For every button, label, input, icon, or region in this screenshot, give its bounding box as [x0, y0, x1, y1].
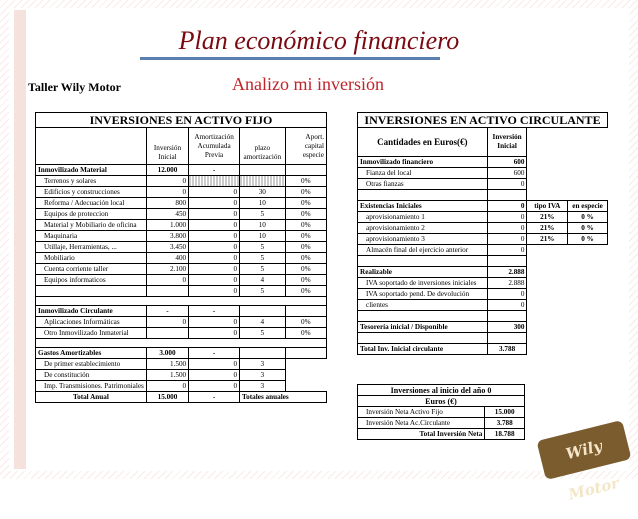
header-investment: Inversión Inicial [146, 128, 188, 165]
row-percent: 0% [285, 253, 326, 264]
row-percent: 0% [285, 242, 326, 253]
row-amortization: 0 [189, 381, 240, 392]
row-investment: 1.000 [146, 220, 188, 231]
row-value: 0 [487, 234, 527, 245]
empty-cell [527, 289, 608, 300]
row-percent: 0% [285, 209, 326, 220]
summary-row [358, 418, 525, 429]
row-label: Equipos de proteccion [36, 209, 147, 220]
row-value: 15.000 [485, 407, 525, 418]
row-amortization: 0 [189, 359, 240, 370]
empty-cell [240, 165, 286, 176]
circ-label: Inmovilizado Circulante [36, 306, 147, 317]
fixed-asset-row [36, 242, 327, 253]
real-label: Realizable [358, 267, 488, 278]
row-investment: 0 [146, 381, 188, 392]
row-percent: 0% [285, 220, 326, 231]
exist-total: 0 [487, 201, 527, 212]
almacen-value: 0 [487, 245, 527, 256]
empty-cell [527, 311, 608, 322]
row-label: De primer establecimiento [36, 359, 147, 370]
current-assets-table [357, 112, 608, 355]
teso-label: Tesorería inicial / Disponible [358, 322, 488, 333]
fixed-asset-row [36, 253, 327, 264]
spacer-row [36, 339, 327, 348]
row-value: 0 [487, 223, 527, 234]
row-term: 4 [240, 275, 286, 286]
summary-table [357, 384, 525, 440]
row-label: Imp. Transmisiones. Patrimoniales [36, 381, 147, 392]
row-investment: 450 [146, 209, 188, 220]
circ-total-value: 3.788 [487, 344, 527, 355]
empty-cell [527, 168, 608, 179]
summary-total-label: Total Inversión Neta [358, 429, 485, 440]
inv-header: Inversión Inicial [487, 128, 527, 157]
fixed-assets-table [35, 112, 327, 403]
row-label [36, 286, 147, 297]
summary-title: Inversiones al inicio del año 0 [358, 385, 525, 396]
row-percent: 0% [285, 187, 326, 198]
gastos-label: Gastos Amortizables [36, 348, 147, 359]
row-amortization: 0 [189, 317, 240, 328]
row-term: 5 [240, 264, 286, 275]
row-term: 3 [240, 370, 286, 381]
row-label: Maquinaria [36, 231, 147, 242]
page-title: Plan económico financiero [178, 26, 460, 55]
row-value: 0 [487, 289, 527, 300]
row-label: Fianza del local [358, 168, 488, 179]
material-total: 12.000 [146, 165, 188, 176]
empty-cell [240, 306, 286, 317]
current-asset-row [358, 300, 608, 311]
row-label: Reforma / Adecuación local [36, 198, 147, 209]
current-asset-row [358, 179, 608, 190]
title-underline [140, 57, 440, 60]
row-investment: 1.500 [146, 370, 188, 381]
row-investment: 3.450 [146, 242, 188, 253]
fixed-asset-row [36, 286, 327, 297]
row-term: 5 [240, 242, 286, 253]
subtitle: Analizo mi inversión [232, 74, 384, 94]
row-percent: 0% [285, 231, 326, 242]
row-percent: 0% [285, 198, 326, 209]
row-amortization: 0 [189, 370, 240, 381]
gastos-row [36, 370, 327, 381]
empty-cell [285, 348, 326, 359]
fin-total: 600 [487, 157, 527, 168]
row-amortization: 0 [189, 264, 240, 275]
row-investment: 3.800 [146, 231, 188, 242]
row-label: Utillaje, Herramientas, ... [36, 242, 147, 253]
row-iva: 21% [527, 212, 568, 223]
row-percent: 0% [285, 176, 326, 187]
empty-cell [527, 267, 608, 278]
row-term: 5 [240, 253, 286, 264]
fin-label: Inmovilizado financiero [358, 157, 488, 168]
real-total: 2.888 [487, 267, 527, 278]
circ-asset-row [36, 317, 327, 328]
gastos-dash: - [189, 348, 240, 359]
row-value: 0 [487, 179, 527, 190]
row-label: Equipos informaticos [36, 275, 147, 286]
row-percent: 0% [285, 328, 326, 339]
row-investment: 400 [146, 253, 188, 264]
total-value: 15.000 [146, 392, 188, 403]
spacer-row [358, 256, 488, 267]
header-blank [36, 128, 147, 165]
row-label: IVA soportado de inversiones iniciales [358, 278, 488, 289]
empty-cell [527, 300, 608, 311]
row-value: 0 [487, 300, 527, 311]
row-investment: 0 [146, 317, 188, 328]
circ-dash-2: - [189, 306, 240, 317]
row-amortization: 0 [189, 198, 240, 209]
circ-total-label: Total Inv. Inicial circulante [358, 344, 488, 355]
row-investment: 1.500 [146, 359, 188, 370]
spacer-row [358, 311, 488, 322]
fixed-asset-row [36, 275, 327, 286]
empty-cell [487, 333, 527, 344]
row-amortization: 0 [189, 286, 240, 297]
total-dash: - [189, 392, 240, 403]
fixed-asset-row [36, 264, 327, 275]
current-assets-title: INVERSIONES EN ACTIVO CIRCULANTE [358, 113, 608, 128]
row-label: Inversión Neta Ac.Circulante [358, 418, 485, 429]
empty-cell [487, 190, 527, 201]
empty-cell [527, 322, 608, 333]
empty-cell [527, 278, 608, 289]
gastos-row [36, 381, 327, 392]
especie-header: en especie [568, 201, 608, 212]
material-label: Inmovilizado Material [36, 165, 147, 176]
empty-cell [240, 348, 286, 359]
row-amortization: 0 [189, 187, 240, 198]
row-amortization: 0 [189, 209, 240, 220]
row-investment [146, 286, 188, 297]
empty-cell [527, 245, 608, 256]
row-label: aprovisionamiento 2 [358, 223, 488, 234]
row-amortization [189, 176, 240, 187]
empty-cell [487, 311, 527, 322]
current-asset-row [358, 289, 608, 300]
fixed-asset-row [36, 187, 327, 198]
row-iva: 21% [527, 234, 568, 245]
summary-currency: Euros (€) [358, 396, 525, 407]
row-especie: 0 % [568, 223, 608, 234]
row-amortization: 0 [189, 242, 240, 253]
empty-cell [527, 344, 608, 355]
fixed-asset-row [36, 231, 327, 242]
row-investment: 0 [146, 187, 188, 198]
current-asset-row [358, 212, 608, 223]
wily-motor-logo: Wily Motor [536, 420, 631, 480]
total-label: Total Anual [36, 392, 147, 403]
row-term: 5 [240, 328, 286, 339]
empty-cell [527, 128, 608, 157]
row-term: 10 [240, 198, 286, 209]
row-term: 30 [240, 187, 286, 198]
row-investment: 0 [146, 275, 188, 286]
row-especie: 0 % [568, 212, 608, 223]
row-term: 3 [240, 359, 286, 370]
exist-label: Existencias Iniciales [358, 201, 488, 212]
fixed-asset-row [36, 198, 327, 209]
empty-cell [527, 256, 608, 267]
row-amortization: 0 [189, 220, 240, 231]
row-investment: 2.100 [146, 264, 188, 275]
row-value: 0 [487, 212, 527, 223]
gastos-row [36, 359, 327, 370]
row-label: Edificios y construcciones [36, 187, 147, 198]
row-especie: 0 % [568, 234, 608, 245]
row-label: Otro Inmovilizado Inmaterial [36, 328, 147, 339]
iva-header: tipo IVA [527, 201, 568, 212]
row-percent: 0% [285, 286, 326, 297]
company-name: Taller Wily Motor [28, 80, 121, 94]
empty-cell [285, 165, 326, 176]
row-amortization: 0 [189, 275, 240, 286]
empty-cell [527, 179, 608, 190]
row-investment [146, 328, 188, 339]
fixed-asset-row [36, 220, 327, 231]
row-amortization: 0 [189, 253, 240, 264]
current-asset-row [358, 168, 608, 179]
row-term: 4 [240, 317, 286, 328]
row-term: 10 [240, 220, 286, 231]
row-value: 3.788 [485, 418, 525, 429]
row-label: Aplicaciones Informáticas [36, 317, 147, 328]
summary-row [358, 407, 525, 418]
almacen-label: Almacén final del ejercicio anterior [358, 245, 488, 256]
row-label: Otras fianzas [358, 179, 488, 190]
header-term: plazo amortización [240, 128, 286, 165]
total-annual-label: Totales anuales [240, 392, 327, 403]
row-investment: 800 [146, 198, 188, 209]
row-term: 10 [240, 231, 286, 242]
current-asset-row [358, 223, 608, 234]
row-label: Mobiliario [36, 253, 147, 264]
circ-dash-1: - [146, 306, 188, 317]
row-amortization: 0 [189, 231, 240, 242]
current-asset-row [358, 278, 608, 289]
empty-cell [527, 333, 608, 344]
row-value: 2.888 [487, 278, 527, 289]
row-label: clientes [358, 300, 488, 311]
row-label: Material y Mobiliario de oficina [36, 220, 147, 231]
row-investment: 0 [146, 176, 188, 187]
row-label: aprovisionamiento 1 [358, 212, 488, 223]
gastos-total: 3.000 [146, 348, 188, 359]
fixed-asset-row [36, 176, 327, 187]
row-term [240, 176, 286, 187]
empty-cell [527, 157, 608, 168]
row-value: 600 [487, 168, 527, 179]
row-amortization: 0 [189, 328, 240, 339]
row-term: 5 [240, 209, 286, 220]
row-term: 5 [240, 286, 286, 297]
row-label: Terrenos y solares [36, 176, 147, 187]
row-label: De constitución [36, 370, 147, 381]
circ-asset-row [36, 328, 327, 339]
current-asset-row [358, 234, 608, 245]
empty-cell [527, 190, 608, 201]
fixed-assets-title: INVERSIONES EN ACTIVO FIJO [36, 113, 327, 128]
summary-total-value: 18.788 [485, 429, 525, 440]
spacer-row [358, 190, 488, 201]
row-label: IVA soportado pend. De devolución [358, 289, 488, 300]
row-percent: 0% [285, 275, 326, 286]
side-band [14, 10, 26, 469]
row-percent: 0% [285, 317, 326, 328]
row-term: 3 [240, 381, 286, 392]
row-percent: 0% [285, 264, 326, 275]
spacer-row [36, 297, 327, 306]
row-label: Cuenta corriente taller [36, 264, 147, 275]
empty-cell [487, 256, 527, 267]
material-dash: - [189, 165, 240, 176]
row-iva: 21% [527, 223, 568, 234]
row-label: aprovisionamiento 3 [358, 234, 488, 245]
fixed-asset-row [36, 209, 327, 220]
header-amortization: Amortización Acumulada Previa [189, 128, 240, 165]
header-capital: Aport. capital especie [285, 128, 326, 165]
row-label: Inversión Neta Activo Fijo [358, 407, 485, 418]
qty-header: Cantidades en Euros(€) [358, 128, 488, 157]
teso-value: 300 [487, 322, 527, 333]
spacer-row [358, 333, 488, 344]
empty-cell [285, 306, 326, 317]
